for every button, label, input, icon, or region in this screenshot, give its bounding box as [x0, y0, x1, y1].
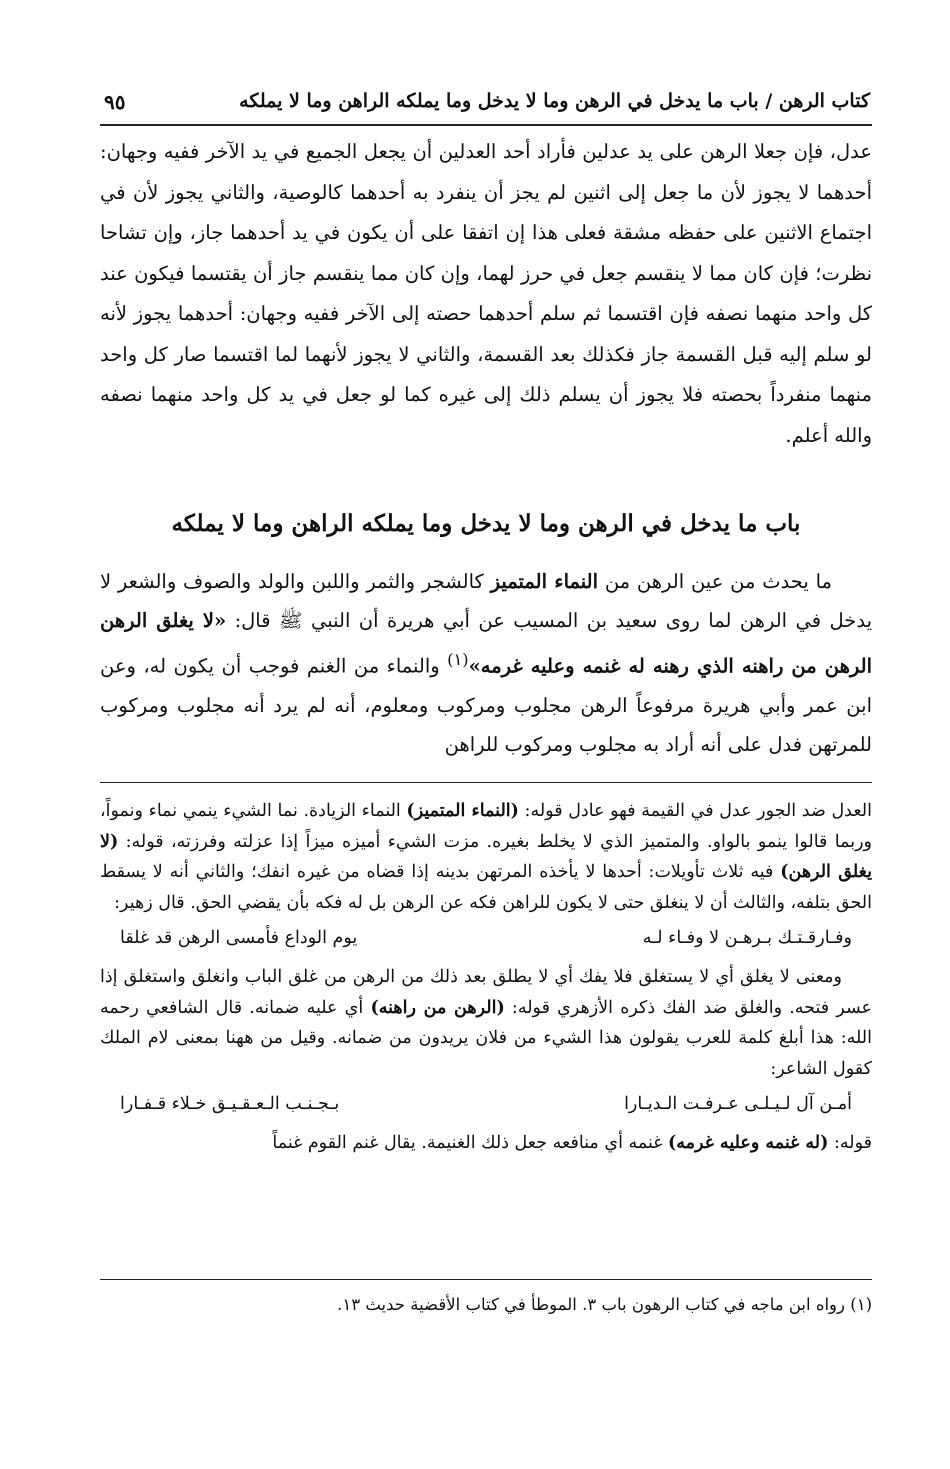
commentary-paragraph — [100, 796, 872, 918]
bold-term-nama: النماء المتميز — [490, 570, 599, 593]
footnote-text: (١) رواه ابن ماجه في كتاب الرهون باب ٣. الموطأ في كتاب الأقضية حديث ١٣. — [337, 1295, 872, 1314]
section-text-run: كالشجر والثمر واللبن والولد والصوف والشعر لا يدخل في الرهن لما روى سعيد بن المسيب عن أبي هريرة أن النبي ﷺ قال: — [100, 570, 872, 632]
section-text-run: والنماء من الغنم فوجب أن يكون له، وعن ابن عمر وأبي هريرة مرفوعاً الرهن مجلوب ومركوب ومعلوم، أنه لم يرد أنه مجلوب ومركوب للمرتهن فدل على أنه أراد به مجلوب ومركوب للراهن — [100, 654, 872, 756]
poem-verse — [100, 1084, 872, 1128]
bold-term: (له غنمه وعليه غرمه) — [668, 1133, 829, 1153]
running-header — [100, 84, 870, 124]
verse-second-hemistich: يوم الوداع فأمسى الرهن قد غلقا — [120, 928, 358, 948]
bold-term: (الرهن من راهنه) — [370, 997, 505, 1018]
verse-first-hemistich: وفـارقـتـك بـرهـن لا وفـاء لـه — [642, 928, 852, 948]
commentary-paragraph — [100, 962, 872, 1084]
section-text-run: ما يحدث من عين الرهن من — [598, 570, 832, 593]
footnote-divider — [100, 1279, 872, 1280]
bold-term: (النماء المتميز) — [406, 801, 519, 821]
commentary-block — [100, 796, 872, 1159]
main-paragraph: عدل، فإن جعلا الرهن على يد عدلين فأراد أحد العدلين أن يجعل الجميع في يد الآخر ففيه وجهان: أحدهما لا يجوز لأن ما جعل إلى اثنين لم يجز أن ينفرد به أحدهما كالوصية، والثاني يجوز لأن في اجتماع الاثنين على حفظه مشقة فعلى هذا إن اتفقا على أن يكون في يد أحدهما جاز، وإن تشاحا نظرت؛ فإن كان مما لا ينقسم جعل في حرز لهما، وإن كان مما ينقسم جاز أن يقتسما فيكون عند كل واحد منهما نصفه فإن اقتسما ثم سلم أحدهما حصته إلى الآخر ففيه وجهان: أحدهما يجوز لأنه لو سلم إليه قبل القسمة جاز فكذلك بعد القسمة، والثاني لا يجوز لأنهما لما اقتسما صار كل واحد منهما منفرداً بحصته فلا يجوز أن يسلم ذلك إلى غيره كما لو جعل في يد كل واحد منهما نصفه والله أعلم. — [100, 140, 872, 447]
running-header-title: كتاب الرهن / باب ما يدخل في الرهن وما لا يدخل وما يملكه الراهن وما لا يملكه — [239, 90, 870, 112]
commentary-text-run: العدل ضد الجور عدل في القيمة فهو عادل قوله: — [518, 801, 872, 821]
page-number: ٩٥ — [104, 90, 126, 114]
poem-verse — [100, 918, 872, 962]
section-paragraph — [100, 562, 872, 764]
main-text-block — [100, 132, 872, 456]
commentary-text-run: غنمه أي منافعه جعل ذلك الغنيمة. يقال غنم القوم غنماً — [272, 1133, 668, 1153]
commentary-text-run: النماء الزيادة. نما الشيء ينمي نماء ونمواً، وربما قالوا ينمو بالواو. والمتميز الذي لا يخلط بغيره. مزت الشيء أميزه ميزاً إذا عزلته وفرزته، قوله: — [100, 801, 872, 852]
bold-term: (لا يغلق الرهن) — [100, 831, 872, 882]
commentary-text-run: أي عليه ضمانه. قال الشافعي رحمه الله: هذا أبلغ كلمة للعرب يقولون هذا الشيء من فلان يريدون من ضمانه. وقيل من ههنا بمعنى لام الملك كقول الشاعر: — [100, 997, 872, 1079]
commentary-paragraph — [100, 1128, 872, 1159]
verse-first-hemistich: أمـن آل لـيـلـى عـرفـت الـديـارا — [624, 1094, 852, 1114]
commentary-text-run: فيه ثلاث تأويلات: أحدها لا يأخذه المرتهن بدينه إذا قضاه من غيره انفك؛ والثاني أنه لا يسقط الحق بتلفه، والثالث أن لا ينغلق حتى لا يكون للراهن فكه عن الرهن بل له فكه بأن يقضي الحق. قال زهير: — [100, 862, 872, 913]
section-heading: باب ما يدخل في الرهن وما لا يدخل وما يملكه الراهن وما لا يملكه — [171, 510, 801, 537]
footnote-marker[interactable]: (١) — [447, 650, 469, 669]
verse-second-hemistich: بـجـنـب الـعـقـيـق خـلاء قـفـارا — [120, 1094, 340, 1114]
header-divider — [100, 124, 872, 126]
hadith-quote: «لا يغلق الرهن الرهن من راهنه الذي رهنه له غنمه وعليه غرمه» — [100, 609, 872, 678]
commentary-divider — [100, 782, 872, 783]
footnote-block — [100, 1290, 872, 1320]
commentary-text-run: ومعنى لا يغلق أي لا يستغلق فلا يفك أي لا يطلق بعد ذلك من الرهن من غلق الباب وانغلق واستغلق إذا عسر فتحه. والغلق ضد الفك ذكره الأزهري قوله: — [100, 967, 872, 1018]
section-text-block — [100, 562, 872, 764]
commentary-text-run: قوله: — [828, 1133, 872, 1153]
